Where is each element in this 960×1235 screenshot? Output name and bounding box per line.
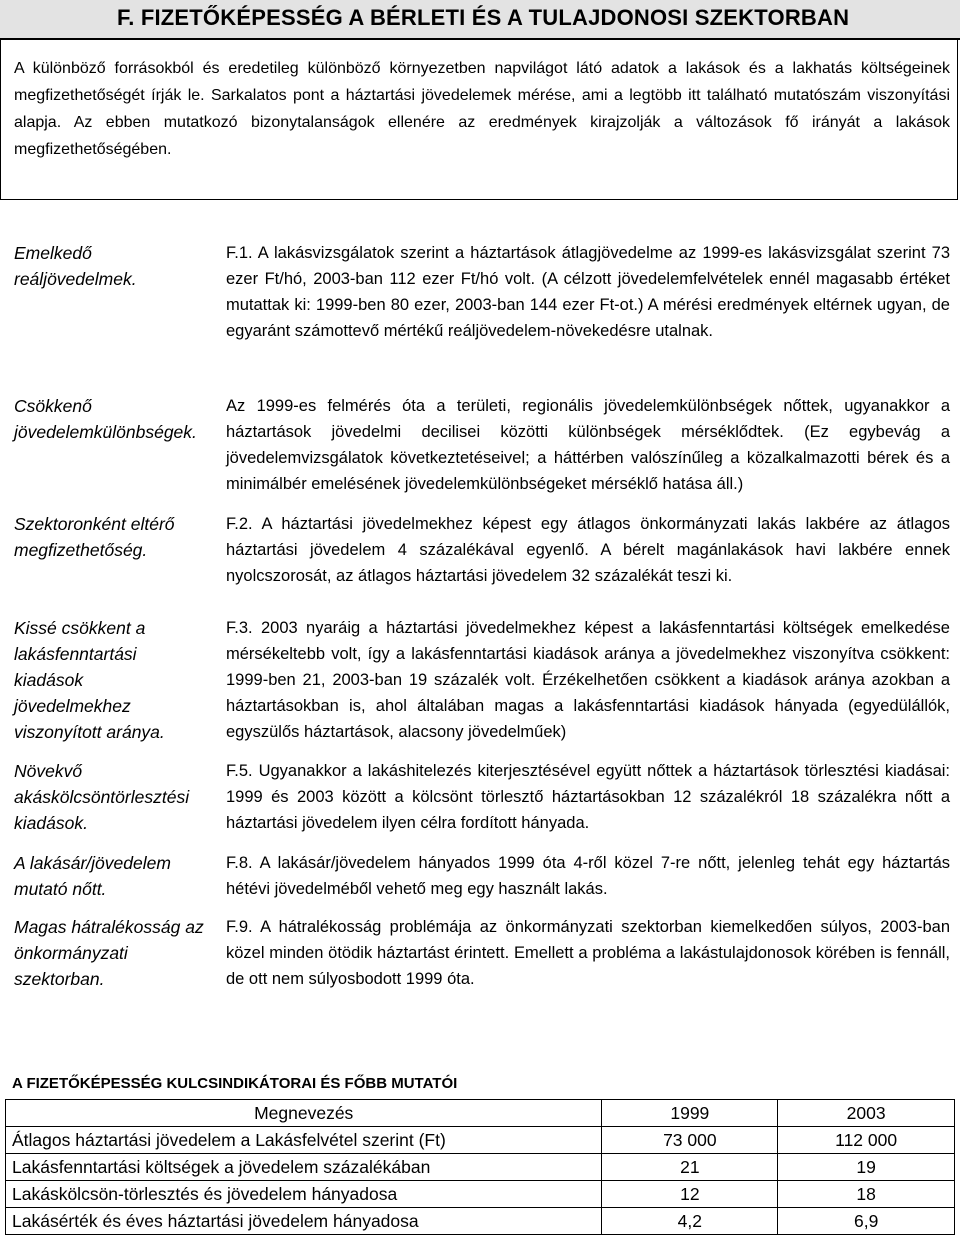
paragraph-f2: F.2. A háztartási jövedelmekhez képest egy átlagos önkormányzati lakás lakbére az átlagos háztartási jövedelem 4 százalékával egyenlő. A bérelt magánlakások havi lakbére ennek nyolcszorosát, az átlagos háztartási jövedelem 32 százalékát teszi ki. bbox=[226, 515, 950, 585]
sidenote-income-gap: Csökkenő jövedelemkülönbségek. bbox=[14, 396, 197, 442]
paragraph-income-differences: Az 1999-es felmérés óta a területi, regionális jövedelemkülönbségek nőttek, ugyanakkor a háztartások jövedelmi decilisei közötti különbségek mérséklődtek. (Ez egybevág a jövedelemvizsgálatok következtetéseivel; a háttérben valószínűleg a közalkalmazotti bérek és a minimálbér emelésének jövedelemkülönbségeket mérséklő hatása áll.) bbox=[226, 397, 950, 493]
row-value-1999: 12 bbox=[602, 1181, 778, 1208]
table-row bbox=[6, 1154, 955, 1181]
header-2003: 2003 bbox=[778, 1100, 955, 1127]
header-name: Megnevezés bbox=[6, 1100, 602, 1127]
row-label: Átlagos háztartási jövedelem a Lakásfelvétel szerint (Ft) bbox=[6, 1127, 602, 1154]
sidenote-income-growth: Emelkedő reáljövedelmek. bbox=[14, 243, 137, 289]
row-value-1999: 73 000 bbox=[602, 1127, 778, 1154]
indicator-table bbox=[5, 1099, 955, 1235]
paragraph-f9: F.9. A hátralékosság problémája az önkormányzati szektorban kiemelkedően súlyos, 2003-ban közel minden ötödik háztartást érintett. Emellett a probléma a lakástulajdonosok körében is fennáll, de ott nem súlyosbodott 1999 óta. bbox=[226, 918, 950, 988]
row-value-2003: 112 000 bbox=[778, 1127, 955, 1154]
intro-text: A különböző forrásokból és eredetileg különböző környezetben napvilágot látó adatok a lakások és a lakhatás költségeinek megfizethetőségét írják le. Sarkalatos pont a háztartási jövedelemek mérése, ami a legtöbb itt található mutatószám viszonyítási alapja. Az ebben mutatkozó bizonytalanságok ellenére az eredmények kirajzolják a változások fő irányát a lakások megfizethetőségében. bbox=[14, 60, 950, 158]
paragraph-f5: F.5. Ugyanakkor a lakáshitelezés kiterjesztésével együtt nőttek a háztartások törlesztési kiadásai: 1999 és 2003 között a kölcsönt törlesztő háztartásokban 12 százalékról 18 százalékra nőtt a háztartási jövedelem ilyen célra fordított hányada. bbox=[226, 762, 950, 832]
row-value-1999: 21 bbox=[602, 1154, 778, 1181]
paragraph-f1: F.1. A lakásvizsgálatok szerint a háztartások átlagjövedelme az 1999-es lakásvizsgálat szerint 73 ezer Ft/hó, 2003-ban 112 ezer Ft/hó volt. (A célzott jövedelemfelvételek ennél magasabb értéket mutattak ki: 1999-ben 80 ezer, 2003-ban 144 ezer Ft-ot.) A mérési eredmények eltérnek ugyan, de egyaránt számottevő mértékű reáljövedelem-növekedésre utalnak. bbox=[226, 244, 950, 340]
table-row bbox=[6, 1127, 955, 1154]
table-title: A FIZETŐKÉPESSÉG KULCSINDIKÁTORAI ÉS FŐBB MUTATÓI bbox=[12, 1075, 458, 1092]
table-row bbox=[6, 1208, 955, 1235]
sidenote-sector-affordability: Szektoronként eltérő megfizethetőség. bbox=[14, 514, 175, 560]
row-value-2003: 19 bbox=[778, 1154, 955, 1181]
row-label: Lakáskölcsön-törlesztés és jövedelem hányadosa bbox=[6, 1181, 602, 1208]
paragraph-f3: F.3. 2003 nyaráig a háztartási jövedelmekhez képest a lakásfenntartási költségek emelkedése mérsékeltebb volt, így a lakásfenntartási kiadások aránya a jövedelmekhez viszonyítva csökkent: 1999-ben 21, 2003-ban 19 százalék volt. Érzékelhetően csökkent a kiadások aránya azokban a háztartásokban is, ahol általában magas a lakásfenntartási kiadások hányada (egyedülállók, egyszülős háztartások, alacsony jövedelműek) bbox=[226, 619, 950, 741]
sidenote-loan-repayment: Növekvő akáskölcsöntörlesztési kiadások. bbox=[14, 761, 190, 833]
row-value-2003: 6,9 bbox=[778, 1208, 955, 1235]
row-value-2003: 18 bbox=[778, 1181, 955, 1208]
table-header-row bbox=[6, 1100, 955, 1127]
sidenote-maintenance-cost: Kissé csökkent a lakásfenntartási kiadások jövedelmekhez viszonyított aránya. bbox=[14, 618, 165, 742]
header-1999: 1999 bbox=[602, 1100, 778, 1127]
sidenote-arrears: Magas hátralékosság az önkormányzati szektorban. bbox=[14, 917, 204, 989]
intro-box bbox=[0, 40, 958, 200]
paragraph-f8: F.8. A lakásár/jövedelem hányados 1999 óta 4-ről közel 7-re nőtt, jelenleg tehát egy háztartás hétévi jövedelméből vehető meg egy használt lakás. bbox=[226, 854, 950, 898]
row-value-1999: 4,2 bbox=[602, 1208, 778, 1235]
page-title: F. FIZETŐKÉPESSÉG A BÉRLETI ÉS A TULAJDONOSI SZEKTORBAN bbox=[117, 5, 850, 30]
row-label: Lakásérték és éves háztartási jövedelem hányadosa bbox=[6, 1208, 602, 1235]
sidenote-price-income: A lakásár/jövedelem mutató nőtt. bbox=[14, 853, 171, 899]
row-label: Lakásfenntartási költségek a jövedelem százalékában bbox=[6, 1154, 602, 1181]
title-bar bbox=[0, 0, 960, 40]
table-row bbox=[6, 1181, 955, 1208]
